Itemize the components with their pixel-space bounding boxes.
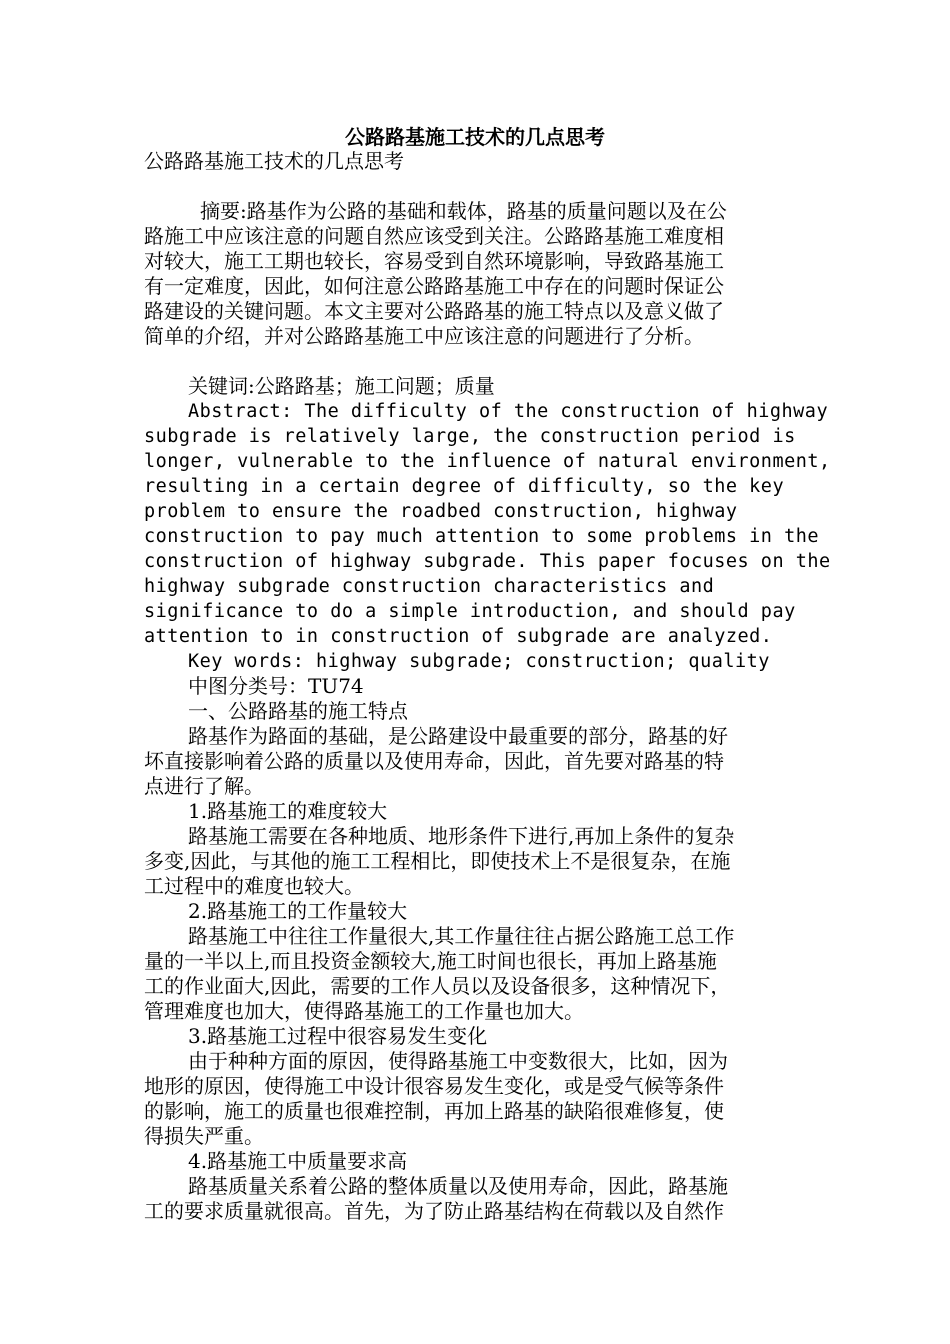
abstract-en-line: attention to in construction of subgrade are analyzed. [144, 626, 773, 647]
paragraph-line: 路基质量关系着公路的整体质量以及使用寿命，因此，路基施 [188, 1174, 728, 1198]
paragraph-line: 由于种种方面的原因，使得路基施工中变数很大，比如，因为 [188, 1049, 728, 1073]
classification-number: 中图分类号：TU74 [188, 674, 364, 698]
abstract-cn-line: 对较大，施工工期也较长，容易受到自然环境影响，导致路基施工 [144, 249, 724, 273]
keywords-cn: 关键词:公路路基；施工问题；质量 [188, 374, 495, 398]
paragraph-line: 得损失严重。 [144, 1124, 264, 1148]
paragraph-line: 路基施工中往往工作量很大,其工作量往往占据公路施工总工作 [188, 924, 735, 948]
abstract-en-line: construction of highway subgrade. This paper focuses on the [144, 551, 831, 572]
section-heading: 一、公路路基的施工特点 [188, 699, 408, 723]
abstract-en-line: problem to ensure the roadbed construction, highway [144, 501, 738, 522]
paragraph-line: 工的作业面大,因此，需要的工作人员以及设备很多，这种情况下， [144, 974, 731, 998]
paragraph-line: 多变,因此，与其他的施工工程相比，即使技术上不是很复杂，在施 [144, 849, 731, 873]
paragraph-line: 工的要求质量就很高。首先，为了防止路基结构在荷载以及自然作 [144, 1199, 724, 1223]
abstract-cn-line: 摘要:路基作为公路的基础和载体，路基的质量问题以及在公 [200, 199, 727, 223]
document-title: 公路路基施工技术的几点思考 [345, 125, 605, 149]
paragraph-line: 的影响，施工的质量也很难控制，再加上路基的缺陷很难修复，使 [144, 1099, 724, 1123]
paragraph-line: 点进行了解。 [144, 774, 264, 798]
paragraph-line: 工过程中的难度也较大。 [144, 874, 364, 898]
subsection-heading: 1.路基施工的难度较大 [188, 799, 388, 823]
subsection-heading: 2.路基施工的工作量较大 [188, 899, 408, 923]
paragraph-line: 地形的原因，使得施工中设计很容易发生变化，或是受气候等条件 [144, 1074, 724, 1098]
abstract-en-line: resulting in a certain degree of difficulty, so the key [144, 476, 785, 497]
abstract-en-line: longer, vulnerable to the influence of natural environment, [144, 451, 831, 472]
paragraph-line: 路基施工需要在各种地质、地形条件下进行,再加上条件的复杂 [188, 824, 735, 848]
paragraph-line: 路基作为路面的基础，是公路建设中最重要的部分，路基的好 [188, 724, 728, 748]
document-subtitle: 公路路基施工技术的几点思考 [144, 149, 404, 173]
abstract-cn-line: 路建设的关键问题。本文主要对公路路基的施工特点以及意义做了 [144, 299, 724, 323]
abstract-cn-line: 有一定难度，因此，如何注意公路路基施工中存在的问题时保证公 [144, 274, 724, 298]
abstract-en-line: highway subgrade construction characteristics and [144, 576, 715, 597]
keywords-en: Key words: highway subgrade; construction; quality [188, 651, 770, 672]
paragraph-line: 量的一半以上,而且投资金额较大,施工时间也很长，再加上路基施 [144, 949, 717, 973]
paragraph-line: 坏直接影响着公路的质量以及使用寿命，因此，首先要对路基的特 [144, 749, 724, 773]
subsection-heading: 4.路基施工中质量要求高 [188, 1149, 408, 1173]
subsection-heading: 3.路基施工过程中很容易发生变化 [188, 1024, 488, 1048]
abstract-en-line: subgrade is relatively large, the construction period is [144, 426, 796, 447]
abstract-cn-line: 路施工中应该注意的问题自然应该受到关注。公路路基施工难度相 [144, 224, 724, 248]
abstract-cn-line: 简单的介绍，并对公路路基施工中应该注意的问题进行了分析。 [144, 324, 704, 348]
abstract-en-line: significance to do a simple introduction, and should pay [144, 601, 796, 622]
paragraph-line: 管理难度也加大，使得路基施工的工作量也加大。 [144, 999, 584, 1023]
abstract-en-line: Abstract: The difficulty of the construction of highway [188, 401, 829, 422]
abstract-en-line: construction to pay much attention to some problems in the [144, 526, 820, 547]
